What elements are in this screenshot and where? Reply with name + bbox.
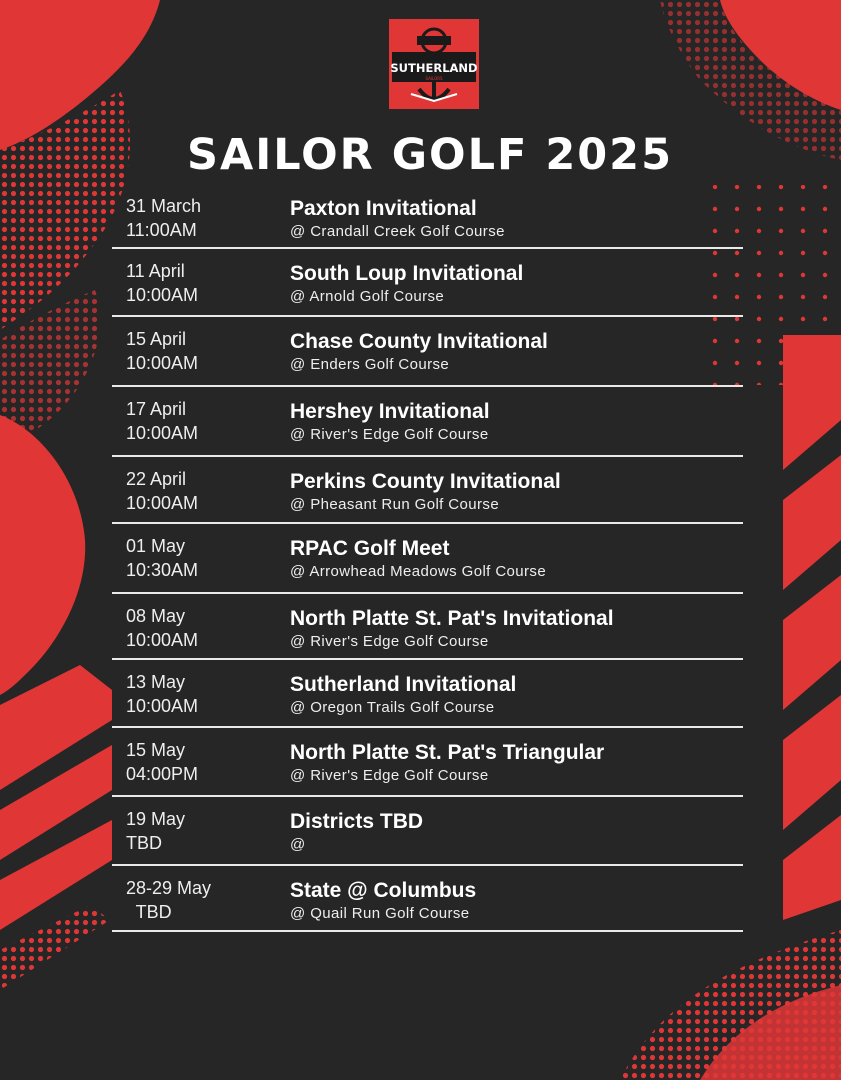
event-info xyxy=(290,536,740,582)
event-info xyxy=(290,740,740,786)
event-datetime xyxy=(126,738,286,786)
list-item xyxy=(112,728,743,797)
event-datetime xyxy=(126,467,286,515)
event-location: @ Crandall Creek Golf Course xyxy=(290,223,505,240)
event-date: 15 April xyxy=(126,329,187,349)
event-location: @ River's Edge Golf Course xyxy=(290,767,489,784)
event-info xyxy=(290,196,740,242)
event-location: @ Arrowhead Meadows Golf Course xyxy=(290,563,547,580)
page-title: SAILOR GOLF 2025 xyxy=(186,130,674,180)
list-item xyxy=(112,457,743,524)
event-date: 13 May xyxy=(126,672,186,692)
event-time: TBD xyxy=(126,902,172,922)
event-name: RPAC Golf Meet xyxy=(290,537,450,560)
event-datetime xyxy=(126,604,286,652)
logo-subtext: SAILORS xyxy=(425,76,443,81)
event-info xyxy=(290,329,740,375)
event-name: Hershey Invitational xyxy=(290,400,490,423)
event-time: 10:00AM xyxy=(126,285,199,305)
event-info xyxy=(290,809,740,855)
event-date: 19 May xyxy=(126,809,186,829)
event-location: @ Enders Golf Course xyxy=(290,356,450,373)
event-time: 10:00AM xyxy=(126,423,199,443)
event-datetime xyxy=(126,327,286,375)
event-location: @ River's Edge Golf Course xyxy=(290,633,489,650)
event-location: @ Arnold Golf Course xyxy=(290,288,445,305)
event-date: 08 May xyxy=(126,606,186,626)
event-date: 01 May xyxy=(126,536,186,556)
event-name: Sutherland Invitational xyxy=(290,673,517,696)
list-item xyxy=(112,594,743,660)
event-location: @ xyxy=(290,836,306,853)
list-item xyxy=(112,387,743,457)
event-name: Chase County Invitational xyxy=(290,330,548,353)
event-datetime xyxy=(126,670,286,718)
logo-wordmark: SUTHERLAND xyxy=(390,61,478,75)
list-item xyxy=(112,249,743,317)
schedule-list xyxy=(112,184,743,932)
event-info xyxy=(290,261,740,307)
event-date: 11 April xyxy=(126,261,185,281)
event-time: 04:00PM xyxy=(126,764,199,784)
list-item xyxy=(112,317,743,387)
event-name: State @ Columbus xyxy=(290,879,477,902)
event-datetime xyxy=(126,534,286,582)
event-date: 15 May xyxy=(126,740,186,760)
event-location: @ River's Edge Golf Course xyxy=(290,426,489,443)
event-date: 17 April xyxy=(126,399,187,419)
event-datetime xyxy=(126,259,286,307)
event-name: North Platte St. Pat's Invitational xyxy=(290,607,614,630)
event-info xyxy=(290,399,740,445)
event-date: 31 March xyxy=(126,196,202,216)
list-item xyxy=(112,524,743,594)
event-time: 10:30AM xyxy=(126,560,199,580)
event-datetime xyxy=(126,194,286,242)
event-time: 11:00AM xyxy=(126,220,197,240)
event-datetime xyxy=(126,807,286,855)
event-location: @ Pheasant Run Golf Course xyxy=(290,496,500,513)
event-time: 10:00AM xyxy=(126,630,199,650)
event-name: South Loup Invitational xyxy=(290,262,524,285)
event-datetime xyxy=(126,876,286,924)
event-location: @ Oregon Trails Golf Course xyxy=(290,699,495,716)
event-info xyxy=(290,672,740,718)
team-logo xyxy=(389,19,479,109)
event-date: 22 April xyxy=(126,469,187,489)
event-time: TBD xyxy=(126,833,162,853)
event-datetime xyxy=(126,397,286,445)
event-info xyxy=(290,606,740,652)
anchor-crest-icon xyxy=(389,19,479,109)
event-name: North Platte St. Pat's Triangular xyxy=(290,741,605,764)
event-info xyxy=(290,878,740,924)
event-info xyxy=(290,469,740,515)
event-name: Perkins County Invitational xyxy=(290,470,561,493)
event-name: Paxton Invitational xyxy=(290,197,477,220)
list-item xyxy=(112,184,743,249)
event-time: 10:00AM xyxy=(126,493,199,513)
list-item xyxy=(112,660,743,728)
event-location: @ Quail Run Golf Course xyxy=(290,905,470,922)
list-item xyxy=(112,866,743,932)
list-item xyxy=(112,797,743,866)
event-time: 10:00AM xyxy=(126,353,199,373)
event-date: 28-29 May xyxy=(126,878,212,898)
event-time: 10:00AM xyxy=(126,696,199,716)
event-name: Districts TBD xyxy=(290,810,424,833)
